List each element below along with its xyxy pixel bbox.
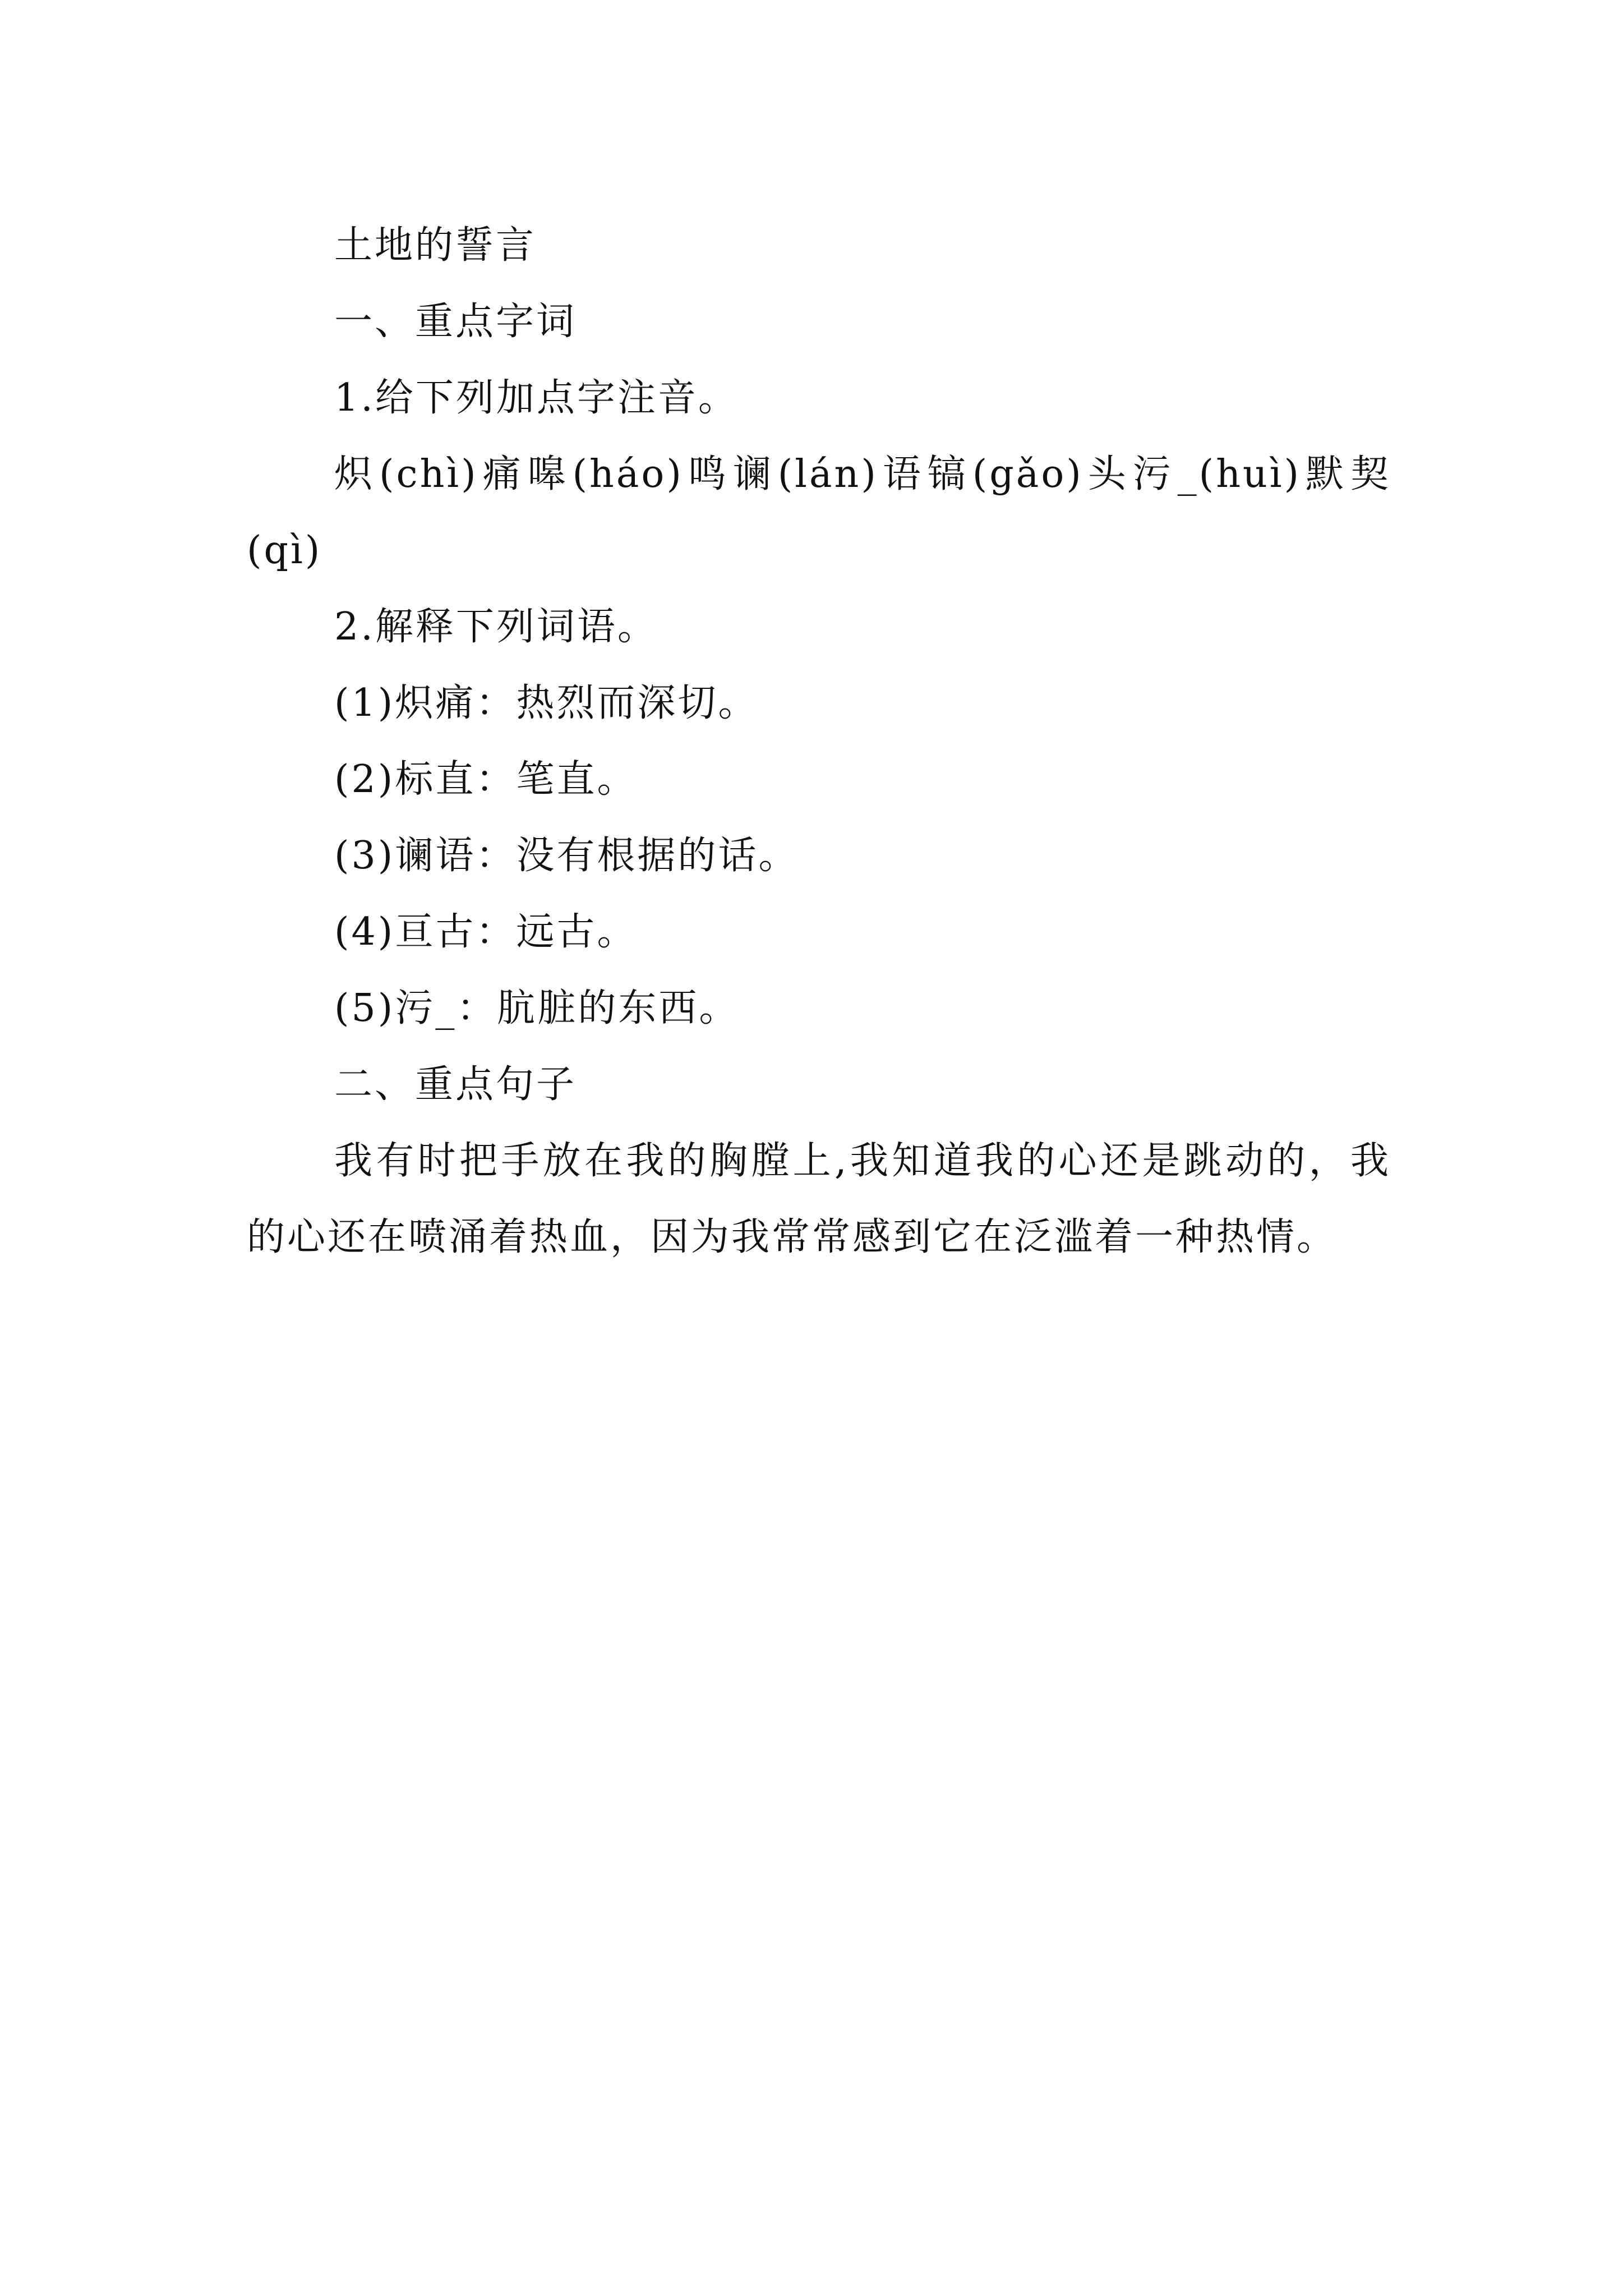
definition-item: (1)炽痛：热烈而深切。 [334,681,759,725]
question-2: 2.解释下列词语。 [334,605,658,649]
pinyin-answers: 炽(chì)痛嗥(háo)鸣谰(lán)语镐(gǎo)头污_(huì)默契(qì) [247,452,1391,573]
question-1: 1.给下列加点字注音。 [334,376,739,420]
definition-item: (4)亘古：远古。 [334,910,638,954]
definition-item: (3)谰语：没有根据的话。 [334,834,799,878]
document-title: 土地的誓言 [334,223,537,268]
definition-item: (2)标直：笔直。 [334,757,638,802]
key-sentence-paragraph: 我有时把手放在我的胸膛上,我知道我的心还是跳动的，我的心还在喷涌着热血，因为我常常感到它在泛滥着一种热情。 [247,1139,1391,1259]
section-heading-key-sentences: 二、重点句子 [334,1062,577,1107]
section-heading-key-words: 一、重点字词 [334,300,577,344]
document-body [247,208,1391,1276]
definition-item: (5)污_：肮脏的东西。 [334,986,740,1030]
